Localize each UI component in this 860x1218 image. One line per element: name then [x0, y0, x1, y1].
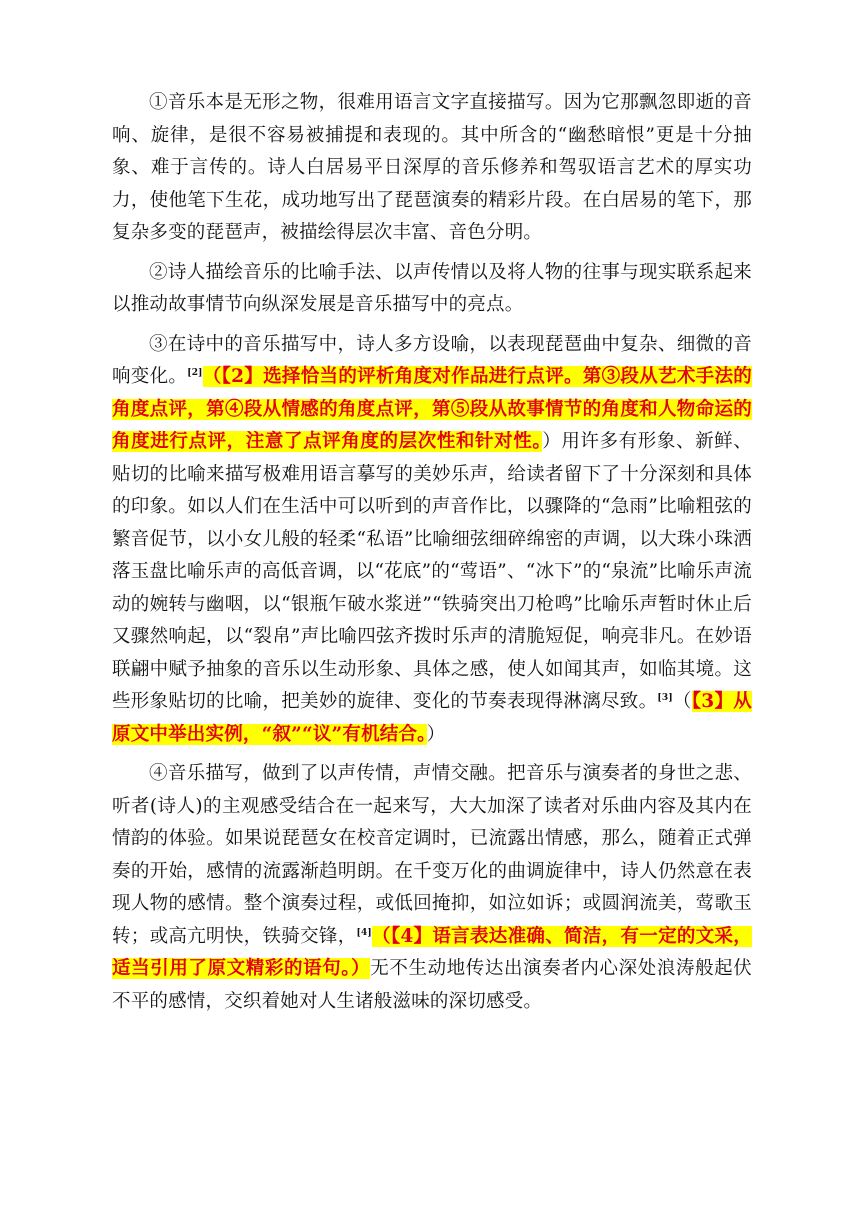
document-body — [112, 87, 752, 1018]
comment-note-4: （【4】语言表达准确、简洁，有一定的文采，适当引用了原文精彩的语句。） — [112, 925, 752, 979]
footnote-ref-4: [4] — [356, 927, 372, 938]
paren-close-3: ） — [426, 723, 446, 745]
paragraph-3-text-after: 用许多有形象、新鲜、贴切的比喻来描写极难用语言摹写的美妙乐声，给读者留下了十分深刻和具体的印象。如以人们在生活中可以听到的声音作比，以骤降的“急雨”比喻粗弦的繁音促节，以小女儿般的轻柔“私语”比喻细弦细碎绵密的声调，以大珠小珠洒落玉盘比喻乐声的高低音调，以“花底”的“莺语”、“冰下”的“泉流”比喻乐声流动的婉转与幽咽，以“银瓶乍破水浆迸”“铁骑突出刀枪鸣”比喻乐声暂时休止后又骤然响起，以“裂帛”声比喻四弦齐拨时乐声的清脆短促，响亮非凡。在妙语联翩中赋予抽象的音乐以生动形象、具体之感，使人如闻其声，如临其境。这些形象贴切的比喻，把美妙的旋律、变化的节奏表现得淋漓尽致。 — [112, 431, 752, 712]
paragraph-4-text-after: 无不生动地传达出演奏者内心深处浪涛般起伏不平的感情，交织着她对人生诸般滋味的深切感受。 — [112, 958, 752, 1012]
paragraph-1 — [112, 87, 752, 250]
paragraph-3-text-before: ③在诗中的音乐描写中，诗人多方设喻，以表现琵琶曲中复杂、细微的音响变化。 — [112, 333, 752, 387]
paragraph-1-text: ①音乐本是无形之物，很难用语言文字直接描写。因为它那飘忽即逝的音响、旋律，是很不容易被捕提和表现的。其中所含的“幽愁暗恨”更是十分抽象、难于言传的。诗人白居易平日深厚的音乐修养和驾驭语言艺术的厚实功力，使他笔下生花，成功地写出了琵琶演奏的精彩片段。在白居易的笔下，那复杂多变的琵琶声，被描绘得层次丰富、音色分明。 — [112, 92, 752, 243]
paragraph-3 — [112, 329, 752, 752]
paren-open-3: （ — [672, 691, 692, 712]
comment-note-2: 【2】选择恰当的评析角度对作品进行点评。第③段从艺术手法的角度点评，第④段从情感的角度点评，第⑤段从故事情节的角度和人物命运的角度进行点评，注意了点评角度的层次性和针对性。 — [112, 366, 752, 452]
paragraph-2-text: ②诗人描绘音乐的比喻手法、以声传情以及将人物的往事与现实联系起来以推动故事情节向纵深发展是音乐描写中的亮点。 — [112, 261, 752, 315]
paren-close-2: ） — [542, 431, 562, 452]
footnote-ref-2: [2] — [187, 367, 203, 378]
footnote-ref-3: [3] — [657, 692, 673, 703]
paragraph-2 — [112, 257, 752, 322]
paragraph-4-text-before: ④音乐描写，做到了以声传情，声情交融。把音乐与演奏者的身世之悲、听者(诗人)的主观感受结合在一起来写，大大加深了读者对乐曲内容及其内在情韵的体验。如果说琵琶女在校音定调时，已流露出情感，那么，随着正式弹奏的开始，感情的流露渐趋明朗。在千变万化的曲调旋律中，诗人仍然意在表现人物的感情。整个演奏过程，或低回掩抑，如泣如诉；或圆润流美，莺歌玉转；或高亢明快，铁骑交锋， — [112, 763, 752, 947]
comment-note-3: 【3】从原文中举出实例，“叙”“议”有机结合。 — [112, 691, 752, 745]
paren-open-2: （ — [202, 366, 222, 387]
paragraph-4 — [112, 758, 752, 1018]
